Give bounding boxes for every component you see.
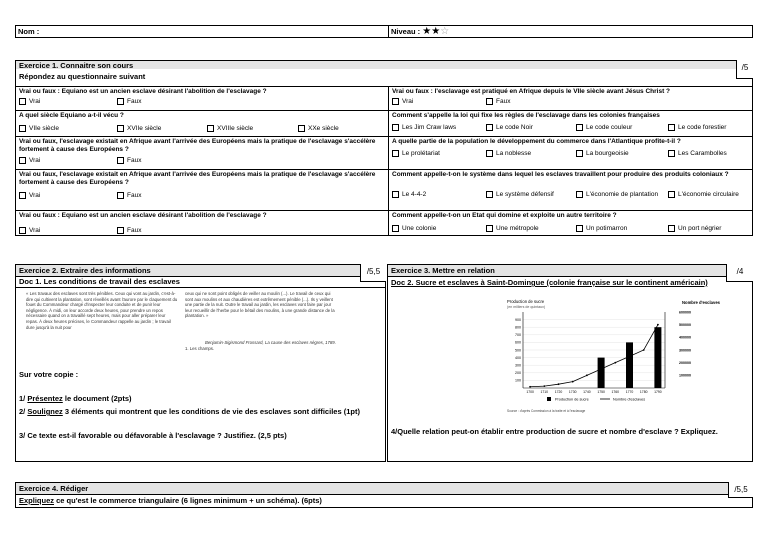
chart-y2-tick: 400000 xyxy=(679,335,691,340)
chart-source: Source : d'après Commission à la traite et à l'esclavage xyxy=(507,409,586,413)
chart-bar xyxy=(598,358,605,388)
chart-y-tick: 600 xyxy=(515,340,521,345)
nom-label: Nom : xyxy=(18,27,40,36)
checkbox[interactable] xyxy=(19,98,26,105)
checkbox[interactable] xyxy=(576,124,583,131)
chart-legend-bar-swatch xyxy=(547,397,551,401)
chart-y2label: Nombre d'esclaves xyxy=(681,300,720,305)
ex1-title: Exercice 1. Connaitre son cours xyxy=(19,61,134,70)
q3-opt-2[interactable]: XVIIe siècle xyxy=(117,125,161,132)
chart-y2-tick: 600000 xyxy=(679,310,691,315)
chart-y-tick: 800 xyxy=(515,325,521,330)
ex3-title: Exercice 3. Mettre en relation xyxy=(391,266,495,275)
q1-opt-faux[interactable]: Faux xyxy=(117,98,141,105)
q10-opt-3[interactable]: Un potimarron xyxy=(576,225,627,232)
q3-opt-3[interactable]: XVIIIe siècle xyxy=(207,125,253,132)
q7-opt-faux[interactable]: Faux xyxy=(117,192,141,199)
q4-opt-3[interactable]: Le code couleur xyxy=(576,124,632,131)
q10-opt-4[interactable]: Un port négrier xyxy=(668,225,721,232)
q6-opt-4[interactable]: Les Carambolles xyxy=(668,150,727,157)
q2-opt-faux[interactable]: Faux xyxy=(486,98,510,105)
checkbox[interactable] xyxy=(392,98,399,105)
q9-opt-faux[interactable]: Faux xyxy=(117,227,141,234)
q8-opt-3[interactable]: L'économie de plantation xyxy=(576,191,661,199)
q3-opt-4[interactable]: XXe siècle xyxy=(298,125,339,132)
sugar-slaves-chart xyxy=(505,298,720,418)
chart-y-tick: 500 xyxy=(515,348,521,353)
ex2-doc-title: Doc 1. Les conditions de travail des esclaves xyxy=(19,277,180,286)
star-icon: ★ xyxy=(422,26,432,37)
copie-label: Sur votre copie : xyxy=(19,370,79,379)
chart-line-point xyxy=(600,368,602,370)
checkbox[interactable] xyxy=(117,125,124,132)
chart-x-tick: 1780 xyxy=(639,390,648,394)
checkbox[interactable] xyxy=(392,225,399,232)
chart-line-point xyxy=(643,349,645,351)
q8-opt-4[interactable]: L'économie circulaire xyxy=(668,191,739,198)
chart-x-tick: 1700 xyxy=(526,390,534,394)
chart-x-tick: 1710 xyxy=(540,390,549,394)
chart-y-tick: 300 xyxy=(515,363,521,368)
q8-opt-1[interactable]: Le 4-4-2 xyxy=(392,191,426,198)
doc1-text-col2: ceux qui ne sont point obligés de veiller au moulin (...). Le travail de ceux qui sont aux moulins et aux chaudières est extrêmement pénible (...). Ils y veillent une partie de la nuit. Outre le travail au jardin, les esclaves vont faire par jour leur recueillir de l'herbe pour le bétail des moulins, à une grande distance de la plantation. » xyxy=(185,291,335,319)
checkbox[interactable] xyxy=(576,191,583,198)
chart-title: Production de sucre xyxy=(507,299,545,304)
q5-opt-vrai[interactable]: Vrai xyxy=(19,157,40,164)
chart-y2-tick: 100000 xyxy=(679,373,691,378)
checkbox[interactable] xyxy=(19,157,26,164)
chart-bar xyxy=(626,342,633,388)
checkbox[interactable] xyxy=(117,192,124,199)
chart-line-point xyxy=(614,362,616,364)
q1-text: Vrai ou faux : Equiano est un ancien esclave désirant l'abolition de l'esclavage ? xyxy=(19,88,267,95)
chart-line-point xyxy=(586,374,588,376)
chart-y2-tick: 200000 xyxy=(679,360,691,365)
doc1-text-col1: « Les travaux des esclaves sont très pénibles. Ceux qui vont au jardin, c'est-à-dire qui cultivent la plantation, sont réveillés avant l'aurore par le claquement du fouet du Commandeur chargé d'inspecter leur conduite et de punir leur négligence. À midi, on leur accorde deux heures, pour prendre un repos nécessaire quand on a travaillé sept heures, mais pour aller préparer leur repas. À deux heures précises, le Commandeur rappelle au jardin ; le travail dure jusqu'à la nuit pour xyxy=(26,291,178,330)
checkbox[interactable] xyxy=(117,157,124,164)
chart-y-tick: 900 xyxy=(515,317,521,322)
ex1-subtitle: Répondez au questionnaire suivant xyxy=(19,72,146,81)
checkbox[interactable] xyxy=(486,225,493,232)
header-box xyxy=(15,25,753,38)
checkbox[interactable] xyxy=(298,125,305,132)
q6-opt-1[interactable]: Le prolétariat xyxy=(392,150,440,157)
ex3-doc-title: Doc 2. Sucre et esclaves à Saint-Domingue (colonie française sur le continent américain) xyxy=(391,278,708,287)
q6-text: A quelle partie de la population le développement du commerce dans l'Atlantique profite-t-il ? xyxy=(392,138,681,145)
ex1-score: /5 xyxy=(736,60,753,79)
checkbox[interactable] xyxy=(392,150,399,157)
ex2-instruction-3: 3/ Ce texte est-il favorable ou défavorable à l'esclavage ? Justifiez. (2,5 pts) xyxy=(19,431,287,440)
q10-text: Comment appelle-t-on un Etat qui domine et exploite un autre territoire ? xyxy=(392,212,617,219)
checkbox[interactable] xyxy=(486,191,493,198)
chart-y-tick: 100 xyxy=(515,378,521,383)
q4-text: Comment s'appelle la loi qui fixe les règles de l'esclavage dans les colonies françaises xyxy=(392,112,660,119)
ex4-title: Exercice 4. Rédiger xyxy=(19,484,89,493)
q9-text: Vrai ou faux : Equiano est un ancien esclave désirant l'abolition de l'esclavage ? xyxy=(19,212,267,219)
q6-opt-3[interactable]: La bourgeoisie xyxy=(576,150,629,157)
chart-x-tick: 1740 xyxy=(583,390,591,394)
q5-text: Vrai ou faux, l'esclavage existait en Afrique avant l'arrivée des Européens mais la pratique de l'esclavage s'accélère fortement à cause des Européens ? xyxy=(19,138,376,153)
checkbox[interactable] xyxy=(117,227,124,234)
checkbox[interactable] xyxy=(486,98,493,105)
chart-x-tick: 1770 xyxy=(625,390,634,394)
q4-opt-4[interactable]: Le code forestier xyxy=(668,124,726,131)
checkbox[interactable] xyxy=(486,150,493,157)
ex3-question: 4/Quelle relation peut-on établir entre production de sucre et nombre d'esclave ? Expliquez. xyxy=(391,427,718,436)
checkbox[interactable] xyxy=(117,98,124,105)
doc1-note: 1. Les champs. xyxy=(185,346,215,351)
doc1-source: Benjamin-Sigismond Frossard, La cause des esclaves nègres, 1789. xyxy=(205,340,336,345)
chart-x-tick: 1720 xyxy=(554,390,563,394)
chart-line-point xyxy=(529,386,531,388)
chart-y2-tick: 500000 xyxy=(679,322,691,327)
checkbox[interactable] xyxy=(668,124,675,131)
q1-opt-vrai[interactable]: Vrai xyxy=(19,98,40,105)
chart-legend-line-label: Nombre d'esclaves xyxy=(613,397,646,402)
q6-opt-2[interactable]: La noblesse xyxy=(486,150,531,157)
q9-opt-vrai[interactable]: Vrai xyxy=(19,227,40,234)
chart-line-point xyxy=(572,381,574,383)
chart-line-series xyxy=(530,325,658,387)
chart-subtitle: (en milliers de quintaux) xyxy=(507,305,546,309)
q10-opt-2[interactable]: Une métropole xyxy=(486,225,539,232)
niveau-label xyxy=(391,26,449,37)
checkbox[interactable] xyxy=(19,227,26,234)
ex2-instruction-2: 2/ Soulignez 3 éléments qui montrent que les conditions de vie des esclaves sont difficiles (1pt) xyxy=(19,407,360,416)
checkbox[interactable] xyxy=(486,124,493,131)
niveau-text: Niveau : xyxy=(391,27,421,36)
chart-line-point xyxy=(657,324,659,326)
q7-text: Vrai ou faux, l'esclavage existait en Afrique avant l'arrivée des Européens mais la pratique de l'esclavage s'accélère fortement à cause des Européens ? xyxy=(19,171,376,186)
ex2-score: /5,5 xyxy=(360,264,386,282)
q8-text: Comment appelle-t-on le système dans lequel les esclaves travaillent pour produire des produits coloniaux ? xyxy=(392,171,729,178)
checkbox[interactable] xyxy=(668,225,675,232)
chart-y-tick: 700 xyxy=(515,333,521,338)
q5-opt-faux[interactable]: Faux xyxy=(117,157,141,164)
chart-x-tick: 1760 xyxy=(611,390,620,394)
star-icon: ★ xyxy=(431,26,441,37)
checkbox[interactable] xyxy=(19,192,26,199)
q10-opt-1[interactable]: Une colonie xyxy=(392,225,436,232)
q8-opt-2[interactable]: Le système défensif xyxy=(486,191,554,198)
star-empty-icon: ☆ xyxy=(440,26,450,37)
q3-opt-1[interactable]: VIIe siècle xyxy=(19,125,59,132)
checkbox[interactable] xyxy=(207,125,214,132)
chart-line-point xyxy=(629,355,631,357)
q2-opt-vrai[interactable]: Vrai xyxy=(392,98,413,105)
chart-y-tick: 400 xyxy=(515,355,521,360)
ex2-instruction-1: 1/ Présentez le document (2pts) xyxy=(19,394,132,403)
ex3-score: /4 xyxy=(726,264,753,282)
checkbox[interactable] xyxy=(576,225,583,232)
chart-line-point xyxy=(558,383,560,385)
checkbox[interactable] xyxy=(576,150,583,157)
checkbox[interactable] xyxy=(392,124,399,131)
chart-bar xyxy=(654,327,661,388)
q4-opt-1[interactable]: Les Jim Craw laws xyxy=(392,124,456,131)
chart-x-tick: 1790 xyxy=(654,390,662,394)
chart-legend-bar-label: Production de sucre xyxy=(555,397,589,402)
chart-y-tick: 200 xyxy=(515,371,521,376)
chart-line-point xyxy=(543,385,545,387)
q4-opt-2[interactable]: Le code Noir xyxy=(486,124,533,131)
ex4-instruction: Expliquez ce qu'est le commerce triangulaire (6 lignes minimum + un schéma). (6pts) xyxy=(19,496,322,505)
checkbox[interactable] xyxy=(668,150,675,157)
q2-text: Vrai ou faux : l'esclavage est pratiqué en Afrique depuis le VIIe siècle avant Jésus Christ ? xyxy=(392,88,671,95)
checkbox[interactable] xyxy=(392,191,399,198)
q3-text: A quel siècle Equiano a-t-il vécu ? xyxy=(19,112,124,119)
chart-x-tick: 1750 xyxy=(597,390,605,394)
checkbox[interactable] xyxy=(668,191,675,198)
chart-y2-tick: 300000 xyxy=(679,348,691,353)
q7-opt-vrai[interactable]: Vrai xyxy=(19,192,40,199)
checkbox[interactable] xyxy=(19,125,26,132)
ex4-score: /5,5 xyxy=(728,482,753,498)
ex2-title: Exercice 2. Extraire des informations xyxy=(19,266,151,275)
chart-x-tick: 1730 xyxy=(568,390,577,394)
